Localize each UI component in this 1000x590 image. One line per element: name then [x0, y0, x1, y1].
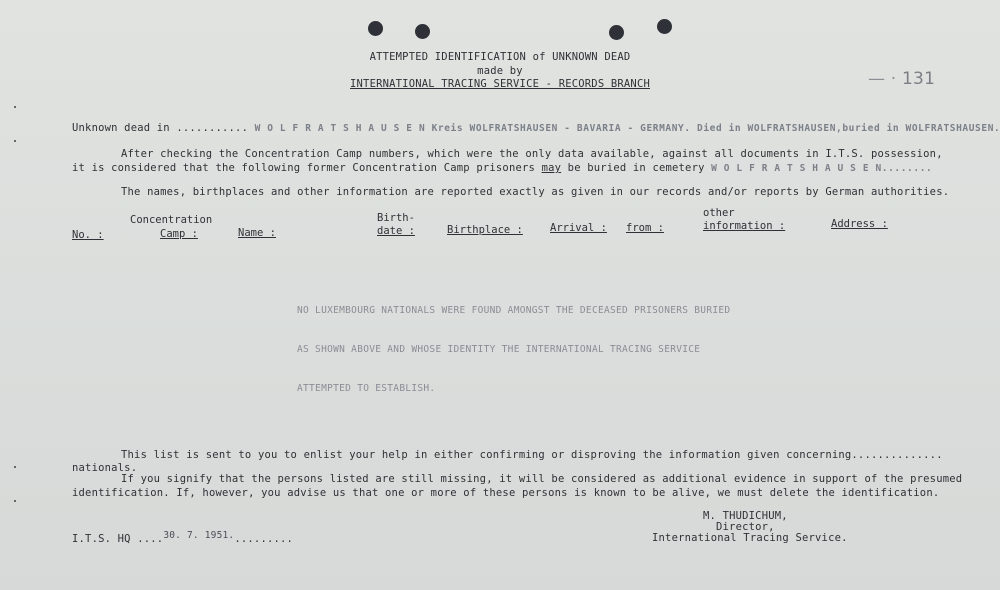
col-header-address: Address : [831, 218, 888, 230]
col-header-other-info: information : [703, 220, 786, 232]
page-number-value: 131 [902, 69, 936, 89]
notice-line: NO LUXEMBOURG NATIONALS WERE FOUND AMONGST THE DECEASED PRISONERS BURIED [297, 305, 731, 316]
footer-enlist-help: This list is sent to you to enlist your help in either confirming or disproving the information given concerning.............. [121, 449, 943, 461]
signer-title: Director, [716, 521, 775, 533]
punch-hole [415, 24, 430, 39]
signer-organization: International Tracing Service. [652, 532, 848, 544]
page-number [868, 69, 935, 89]
col-header-from: from : [626, 222, 664, 234]
paragraph-considered [72, 162, 932, 174]
hq-date-line [72, 530, 294, 545]
cemetery-name: W O L F R A T S H A U S E N........ [711, 163, 933, 174]
col-header-other-top: other [703, 207, 735, 219]
footer-identification: identification. If, however, you advise us that one or more of these persons is known to be alive, we must delete the identification. [72, 487, 940, 499]
stamped-notice [297, 278, 730, 421]
footer-nationals: nationals. [72, 462, 138, 474]
paragraph-checking: After checking the Concentration Camp numbers, which were the only data available, against all documents in I.T.S. possession, [121, 148, 943, 160]
col-header-birthdate: date : [377, 225, 415, 237]
considered-text-b: be buried in cemetery [567, 162, 705, 174]
hq-dots: ......... [234, 533, 294, 545]
header-organization: INTERNATIONAL TRACING SERVICE - RECORDS BRANCH [350, 78, 650, 90]
punch-hole [657, 19, 672, 34]
punch-hole [368, 21, 383, 36]
header-made-by: made by [477, 65, 523, 77]
unknown-dead-label: Unknown dead in [72, 122, 170, 134]
margin-speck [14, 466, 16, 468]
unknown-dead-line [72, 122, 1000, 134]
dots-leader: ........... [176, 122, 249, 134]
signer-name: M. THUDICHUM, [703, 510, 788, 522]
col-header-camp-top: Concentration [130, 214, 213, 226]
col-header-arrival: Arrival : [550, 222, 607, 234]
col-header-name: Name : [238, 227, 276, 239]
margin-speck [14, 140, 16, 142]
notice-line: AS SHOWN ABOVE AND WHOSE IDENTITY THE INTERNATIONAL TRACING SERVICE [297, 344, 701, 355]
punch-hole [609, 25, 624, 40]
col-header-birth-top: Birth- [377, 212, 415, 224]
may-word: may [541, 162, 562, 174]
col-header-camp-label: Camp : [160, 228, 198, 240]
col-header-no: No. : [72, 229, 104, 241]
page-number-dash: — · [868, 69, 897, 89]
margin-speck [14, 106, 16, 108]
notice-line: ATTEMPTED TO ESTABLISH. [297, 383, 436, 394]
hq-label: I.T.S. HQ .... [72, 533, 164, 545]
margin-speck [14, 500, 16, 502]
col-header-camp [130, 228, 210, 240]
paragraph-records: The names, birthplaces and other information are reported exactly as given in our records and/or reports by German authorities. [121, 186, 950, 198]
considered-text-a: it is considered that the following former Concentration Camp prisoners [72, 162, 536, 174]
header-title: ATTEMPTED IDENTIFICATION of UNKNOWN DEAD [369, 51, 631, 63]
unknown-dead-place: W O L F R A T S H A U S E N Kreis WOLFRATSHAUSEN - BAVARIA - GERMANY. Died in WOLFRATSHAUSEN,buried in WOLFRATSHAUSEN. [254, 123, 1000, 134]
col-header-birthplace: Birthplace : [447, 224, 523, 236]
hq-date: 30. 7. 1951. [163, 530, 235, 541]
footer-still-missing: If you signify that the persons listed are still missing, it will be considered as additional evidence in support of the presumed [121, 473, 963, 485]
